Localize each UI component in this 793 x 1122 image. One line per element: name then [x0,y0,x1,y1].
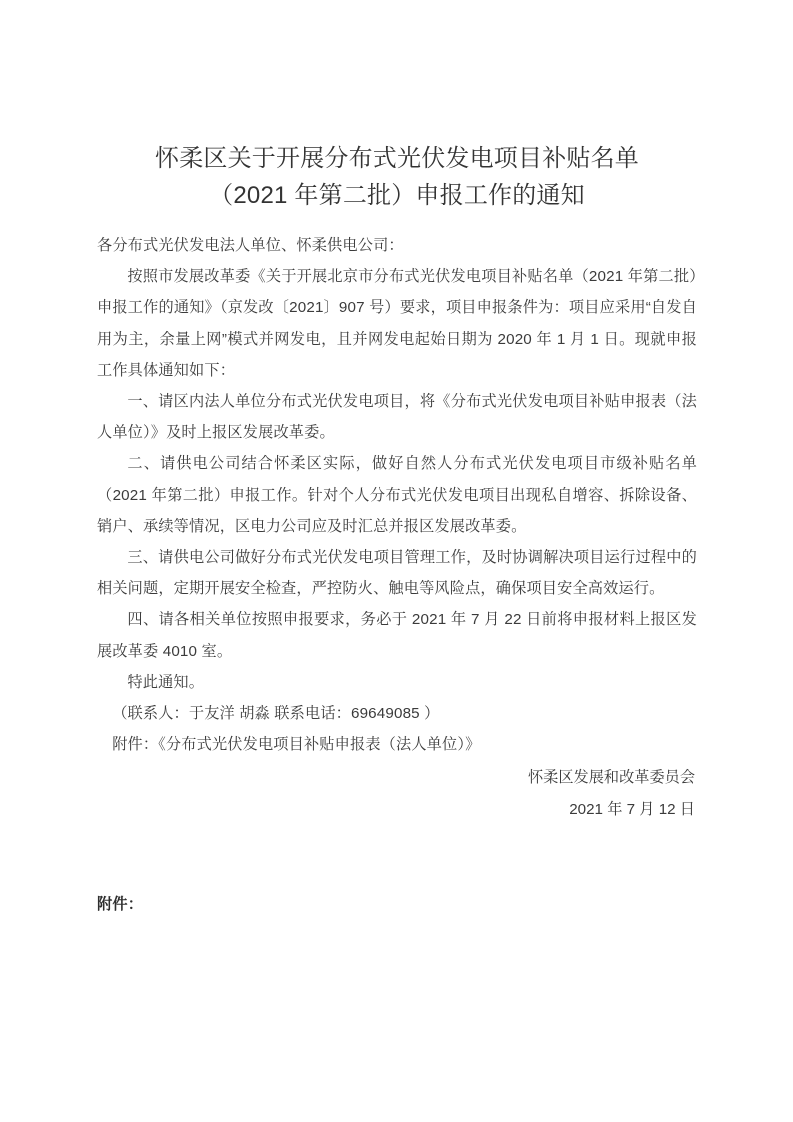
paragraph-item-four: 四、请各相关单位按照申报要求，务必于 2021 年 7 月 22 日前将申报材料上报区发展改革委 4010 室。 [97,611,697,660]
signature-block [97,762,697,824]
attachment-reference-line: 附件：《分布式光伏发电项目补贴申报表（法人单位）》 [112,736,481,754]
document-body [97,230,697,920]
document-content [97,0,697,920]
signature-issuer: 怀柔区发展和改革委员会 [527,769,695,787]
salutation: 各分布式光伏发电法人单位、怀柔供电公司： [97,237,404,254]
contact-line: （联系人：于友洋 胡淼 联系电话：69649085 ） [112,705,440,723]
page-title [97,0,697,214]
paragraph-closing-notice: 特此通知。 [127,673,205,691]
signature-date: 2021 年 7 月 12 日 [569,800,695,818]
paragraph-item-two: 二、请供电公司结合怀柔区实际，做好自然人分布式光伏发电项目市级补贴名单（2021 年第二批）申报工作。针对个人分布式光伏发电项目出现私自增容、拆除设备、销户、承续等情况，区电力公司应及时汇总并报区发展改革委。 [97,455,697,535]
paragraph-item-one: 一、请区内法人单位分布式光伏发电项目，将《分布式光伏发电项目补贴申报表（法人单位）》及时上报区发展改革委。 [97,393,697,442]
paragraph-intro: 按照市发展改革委《关于开展北京市分布式光伏发电项目补贴名单（2021 年第二批）申报工作的通知》（京发改〔2021〕907 号）要求，项目申报条件为：项目应采用“自发自用为主，余量上网”模式并网发电，且并网发电起始日期为 2020 年 1 月 1 日。现就申报工作具体通知如下： [97,268,697,379]
attachment-section-label: 附件： [97,895,144,913]
paragraph-item-three: 三、请供电公司做好分布式光伏发电项目管理工作，及时协调解决项目运行过程中的相关问题，定期开展安全检查，严控防火、触电等风险点，确保项目安全高效运行。 [97,549,697,598]
title-line-1: 怀柔区关于开展分布式光伏发电项目补贴名单 [155,145,639,172]
title-line-2: （2021 年第二批）申报工作的通知 [209,182,585,209]
